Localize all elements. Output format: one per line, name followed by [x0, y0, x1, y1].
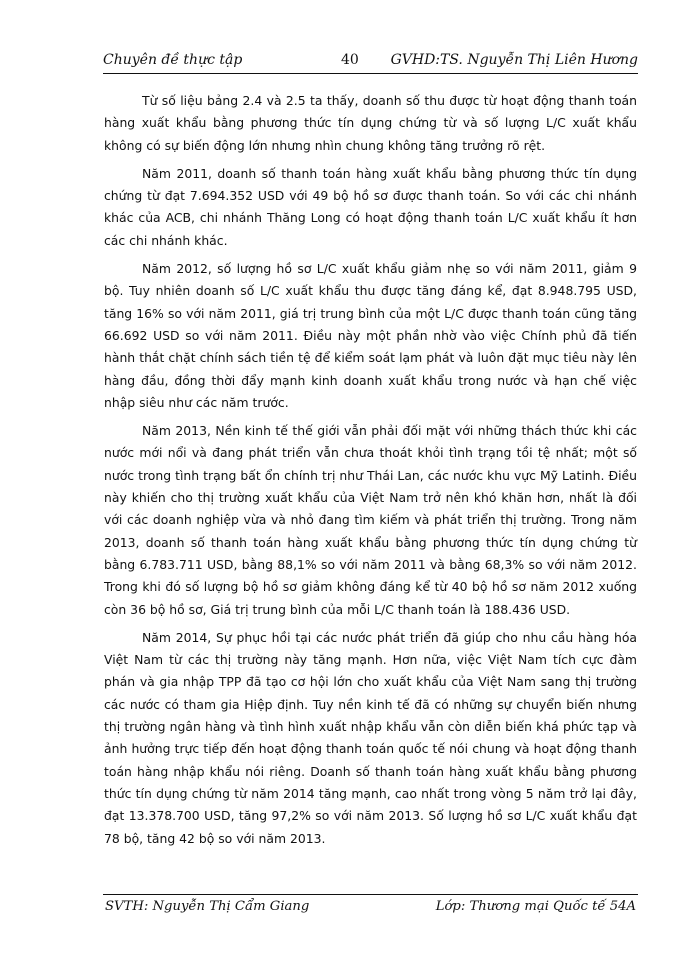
- footer-class: Lớp: Thương mại Quốc tế 54A: [435, 899, 636, 914]
- page-header: [103, 49, 638, 74]
- header-supervisor: GVHD:TS. Nguyễn Thị Liên Hương: [390, 52, 638, 68]
- footer-student: SVTH: Nguyễn Thị Cẩm Giang: [105, 899, 310, 914]
- paragraph-4: Năm 2013, Nền kinh tế thế giới vẫn phải đối mặt với những thách thức khi các nước mới nổi và đang phát triển vẫn chưa thoát khỏi tình trạng tồi tệ nhất; một số nước trong tình trạng bất ổn chính trị như Thái Lan, các nước khu vực Mỹ Latinh. Điều này khiến cho thị trường xuất khẩu của Việt Nam trở nên khó khăn hơn, nhất là đối với các doanh nghiệp vừa và nhỏ đang tìm kiếm và phát triển thị trường. Trong năm 2013, doanh số thanh toán hàng xuất khẩu bằng phương thức tín dụng chứng từ bằng 6.783.711 USD, bằng 88,1% so với năm 2011 và bằng 68,3% so với năm 2012. Trong khi đó số lượng bộ hồ sơ giảm không đáng kể từ 40 bộ hồ sơ năm 2012 xuống còn 36 bộ hồ sơ, Giá trị trung bình của mỗi L/C thanh toán là 188.436 USD.: [104, 423, 637, 617]
- paragraph-2: Năm 2011, doanh số thanh toán hàng xuất khẩu bằng phương thức tín dụng chứng từ đạt 7.694.352 USD với 49 bộ hồ sơ được thanh toán. So với các chi nhánh khác của ACB, chi nhánh Thăng Long có hoạt động thanh toán L/C xuất khẩu ít hơn các chi nhánh khác.: [104, 165, 637, 248]
- paragraph-3: Năm 2012, số lượng hồ sơ L/C xuất khẩu giảm nhẹ so với năm 2011, giảm 9 bộ. Tuy nhiên doanh số L/C xuất khẩu thu được tăng đáng kể, đạt 8.948.795 USD, tăng 16% so với năm 2011, giá trị trung bình của một L/C được thanh toán cũng tăng 66.692 USD so với năm 2011. Điều này một phần nhờ vào việc Chính phủ đã tiến hành thắt chặt chính sách tiền tệ để kiểm soát lạm phát và luôn đặt mục tiêu này lên hàng đầu, đồng thời đẩy mạnh kinh doanh xuất khẩu trong nước và hạn chế việc nhập siêu như các năm trước.: [104, 261, 637, 410]
- page-number: 40: [341, 52, 359, 68]
- paragraph-5: Năm 2014, Sự phục hồi tại các nước phát triển đã giúp cho nhu cầu hàng hóa Việt Nam từ các thị trường này tăng mạnh. Hơn nữa, việc Việt Nam tích cực đàm phán và gia nhập TPP đã tạo cơ hội lớn cho xuất khẩu của Việt Nam sang thị trường các nước có tham gia Hiệp định. Tuy nền kinh tế đã có những sự chuyển biến nhưng thị trường ngân hàng và tình hình xuất nhập khẩu vẫn còn diễn biến khá phức tạp và ảnh hưởng trực tiếp đến hoạt động thanh toán quốc tế nói chung và hoạt động thanh toán hàng nhập khẩu nói riêng. Doanh số thanh toán hàng xuất khẩu bằng phương thức tín dụng chứng từ năm 2014 tăng mạnh, cao nhất trong vòng 5 năm trở lại đây, đạt 13.378.700 USD, tăng 97,2% so với năm 2013. Số lượng hồ sơ L/C xuất khẩu đạt 78 bộ, tăng 42 bộ so với năm 2013.: [104, 629, 637, 846]
- page-footer: [103, 894, 638, 919]
- page-body: [104, 90, 637, 856]
- paragraph-1: Từ số liệu bảng 2.4 và 2.5 ta thấy, doanh số thu được từ hoạt động thanh toán hàng xuất khẩu bằng phương thức tín dụng chứng từ và số lượng L/C xuất khẩu không có sự biến động lớn nhưng nhìn chung không tăng trưởng rõ rệt.: [104, 93, 637, 153]
- header-title: Chuyên đề thực tập: [103, 52, 243, 68]
